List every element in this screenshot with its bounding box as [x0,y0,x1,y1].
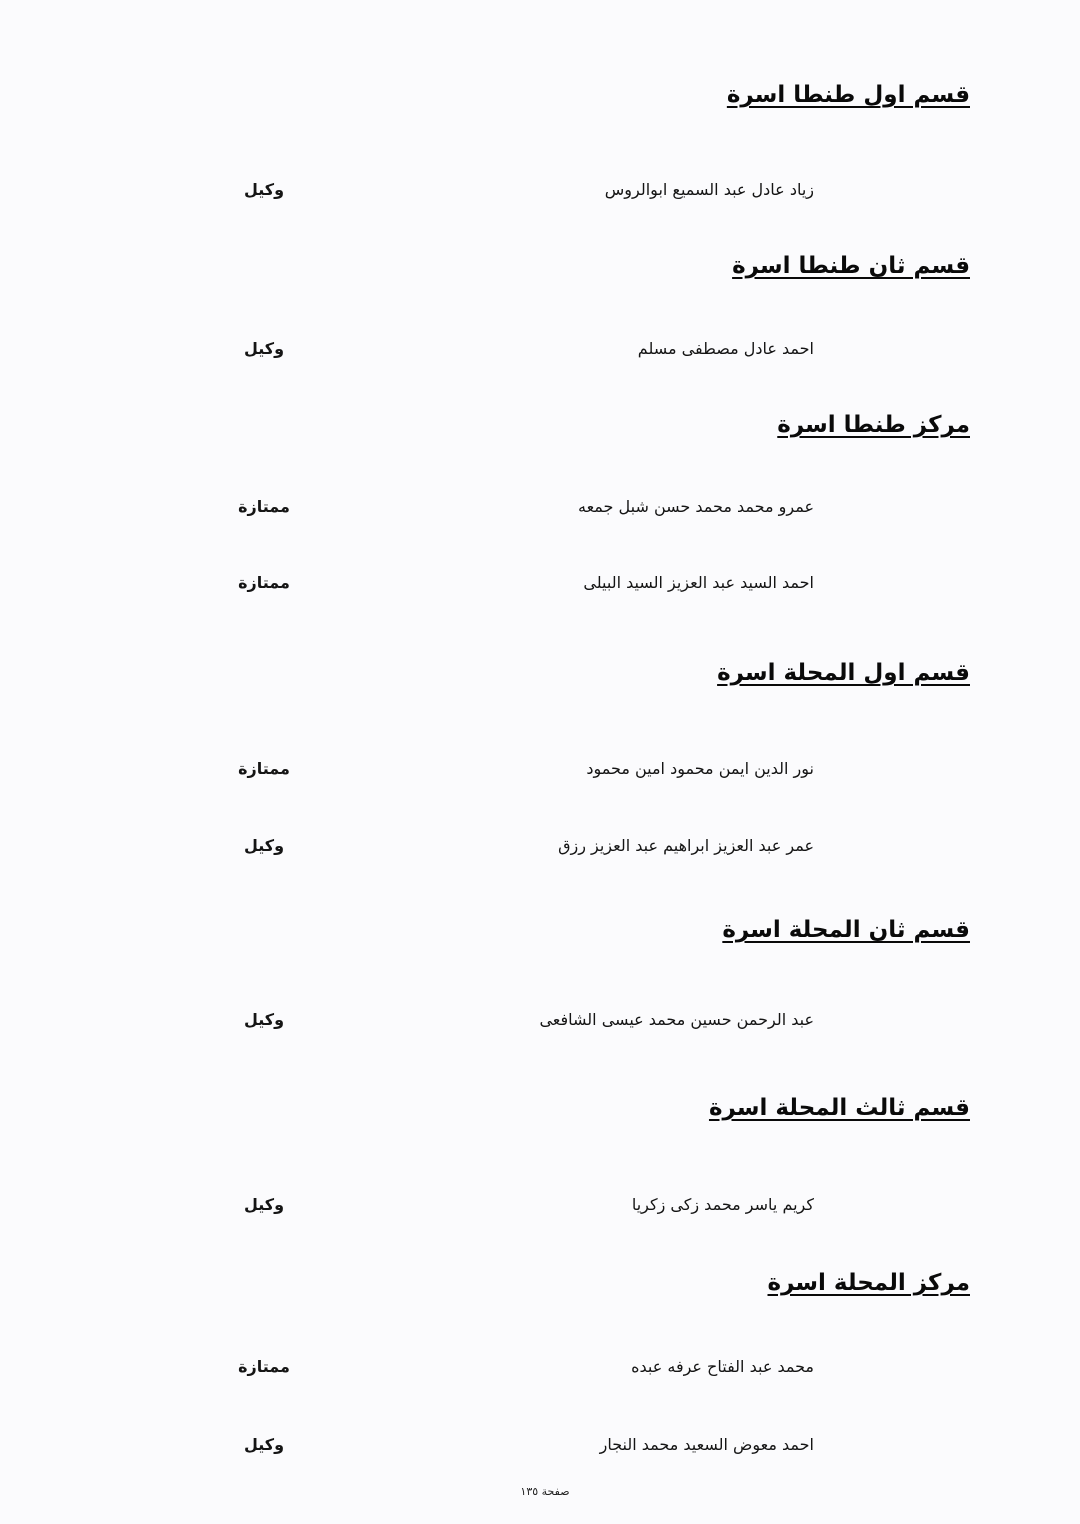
person-name: زياد عادل عبد السميع ابوالروس [604,180,814,199]
person-name: عمر عبد العزيز ابراهيم عبد العزيز رزق [558,836,814,855]
section-heading: قسم ثان طنطا اسرة [732,253,970,279]
person-grade: وكيل [243,1195,285,1214]
person-grade: وكيل [243,339,285,358]
person-name: عمرو محمد محمد حسن شبل جمعه [577,497,814,516]
person-name: محمد عبد الفتاح عرفه عبده [631,1357,814,1376]
person-name: نور الدين ايمن محمود امين محمود [586,759,814,778]
person-grade: وكيل [243,180,285,199]
section-heading: قسم اول المحلة اسرة [717,660,970,686]
person-name: احمد عادل مصطفى مسلم [637,339,814,358]
person-grade: ممتازة [238,497,290,516]
person-grade: ممتازة [238,759,290,778]
person-grade: وكيل [243,836,285,855]
section-heading: قسم ثالث المحلة اسرة [708,1095,970,1121]
person-grade: وكيل [243,1010,285,1029]
person-grade: ممتازة [238,573,290,592]
section-heading: قسم اول طنطا اسرة [726,82,970,108]
section-heading: مركز المحلة اسرة [767,1270,970,1296]
person-name: كريم ياسر محمد زكى زكريا [631,1195,814,1214]
person-grade: وكيل [243,1435,285,1454]
section-heading: قسم ثان المحلة اسرة [722,917,970,943]
section-heading: مركز طنطا اسرة [777,412,970,438]
person-name: احمد السيد عبد العزيز السيد البيلى [583,573,814,592]
page-number: صفحة ١٣٥ [520,1485,570,1498]
person-name: عبد الرحمن حسين محمد عيسى الشافعى [539,1010,814,1029]
person-grade: ممتازة [238,1357,290,1376]
person-name: احمد معوض السعيد محمد النجار [599,1435,814,1454]
